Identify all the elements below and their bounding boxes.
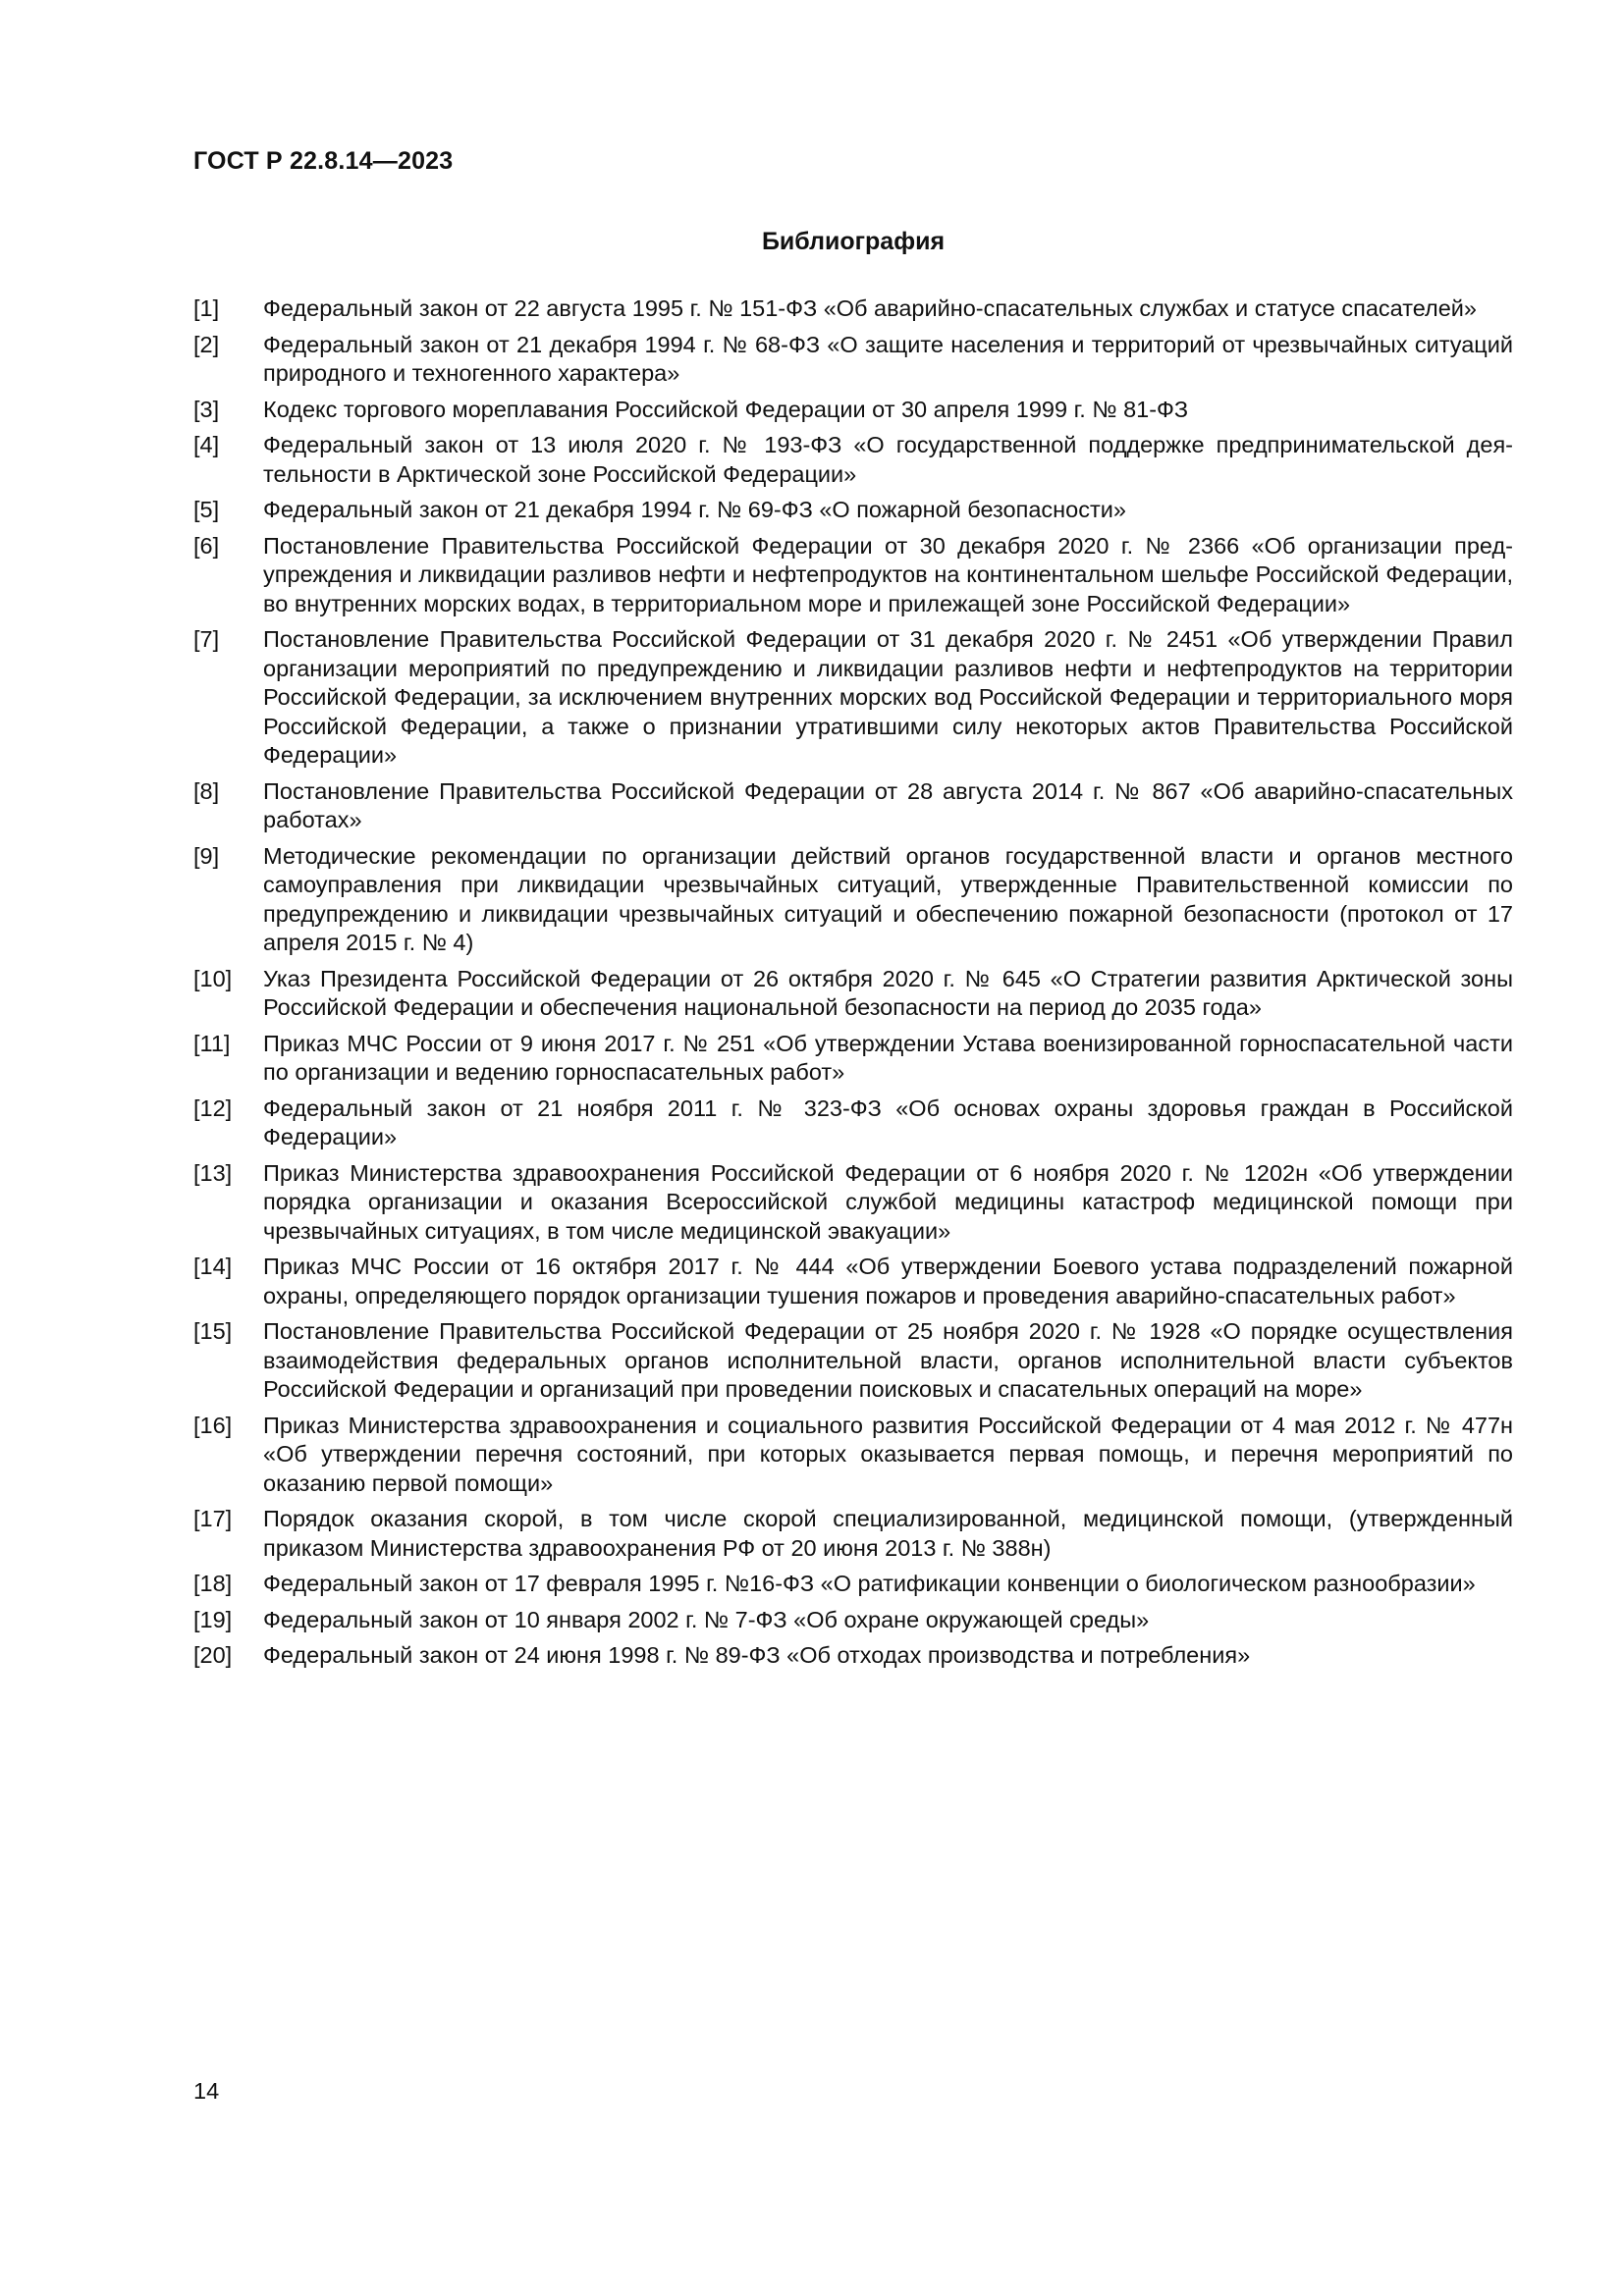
document-code-header: ГОСТ Р 22.8.14—2023: [193, 147, 454, 175]
bibliography-entry-text: Кодекс торгового мореплавания Российской Федерации от 30 апреля 1999 г. № 81-ФЗ: [263, 396, 1189, 422]
bibliography-list: [193, 294, 1513, 1678]
bibliography-entry-text: Федеральный закон от 24 июня 1998 г. № 89-ФЗ «Об отходах производства и потребления»: [263, 1642, 1251, 1668]
bibliography-entry-text: Приказ МЧС России от 9 июня 2017 г. № 251 «Об утверждении Устава военизированной горноспасательной части по организации и ведению горноспасательных работ»: [263, 1030, 1513, 1085]
bibliography-entry: [193, 431, 1513, 489]
bibliography-entry-text: Постановление Правительства Российской Федерации от 31 декабря 2020 г. № 2451 «Об утверждении Правил организации мероприятий по предупреждению и ликвидации разливов нефти и нефтепродуктов на территории Российской Федерации, за исключением внутренних морских вод Российской Федерации и территориального моря Российской Федерации, а также о признании утратившими силу некоторых актов Правительства Российской Федерации»: [263, 626, 1513, 768]
bibliography-entry-number: [20]: [193, 1642, 233, 1668]
bibliography-entry-number: [7]: [193, 626, 220, 652]
bibliography-entry-number: [19]: [193, 1606, 233, 1632]
bibliography-entry: [193, 842, 1513, 958]
bibliography-entry: [193, 965, 1513, 1023]
bibliography-entry: [193, 1570, 1513, 1599]
bibliography-entry-text: Постановление Правительства Российской Федерации от 25 ноября 2020 г. № 1928 «О порядке осуществления взаимодействия федеральных органов исполнительной власти, органов исполнительной власти субъектов Российской Федерации и организаций при проведении поисковых и спасательных операций на море»: [263, 1318, 1513, 1402]
bibliography-entry: [193, 1317, 1513, 1405]
bibliography-entry-number: [11]: [193, 1030, 231, 1056]
bibliography-entry-number: [13]: [193, 1159, 233, 1186]
bibliography-entry: [193, 1095, 1513, 1152]
bibliography-entry-number: [5]: [193, 497, 220, 522]
bibliography-entry: [193, 532, 1513, 619]
bibliography-entry-number: [2]: [193, 331, 220, 357]
bibliography-entry: [193, 496, 1513, 525]
bibliography-entry-number: [14]: [193, 1254, 233, 1279]
bibliography-entry-number: [17]: [193, 1506, 233, 1531]
bibliography-entry: [193, 625, 1513, 771]
bibliography-entry-text: Федеральный закон от 13 июля 2020 г. № 193-ФЗ «О государственной поддержке предпринимательской деятельности в Арктической зоне Российской Федерации»: [263, 432, 1513, 487]
bibliography-entry-text: Федеральный закон от 21 декабря 1994 г. № 68-ФЗ «О защите населения и территорий от чрезвычайных ситуаций природного и техногенного характера»: [263, 331, 1513, 386]
bibliography-entry-text: Федеральный закон от 10 января 2002 г. № 7-ФЗ «Об охране окружающей среды»: [263, 1606, 1150, 1632]
bibliography-entry: [193, 1159, 1513, 1247]
bibliography-entry: [193, 1606, 1513, 1635]
bibliography-entry-number: [8]: [193, 777, 220, 804]
bibliography-entry-number: [18]: [193, 1571, 233, 1596]
bibliography-entry-text: Федеральный закон от 22 августа 1995 г. № 151-ФЗ «Об аварийно-спасательных службах и статусе спасателей»: [263, 295, 1477, 321]
bibliography-entry-number: [4]: [193, 432, 220, 457]
page-number: 14: [193, 2078, 220, 2104]
bibliography-entry-number: [1]: [193, 295, 220, 321]
bibliography-entry-text: Федеральный закон от 17 февраля 1995 г. №16-ФЗ «О ратификации конвенции о биологическом разнообразии»: [263, 1571, 1476, 1596]
bibliography-entry: [193, 1641, 1513, 1671]
bibliography-entry: [193, 1505, 1513, 1563]
bibliography-entry-number: [10]: [193, 965, 233, 991]
bibliography-entry-text: Приказ Министерства здравоохранения Российской Федерации от 6 ноября 2020 г. № 1202н «Об утверждении порядка организации и оказания Всероссийской службой медицины катастроф медицинской помощи при чрезвычайных ситуациях, в том числе медицинской эвакуации»: [263, 1159, 1513, 1244]
bibliography-entry-number: [15]: [193, 1318, 233, 1344]
bibliography-entry-text: Методические рекомендации по организации действий органов государственной власти и органов местного самоуправления при ликвидации чрезвычайных ситуаций, утвержденные Правительственной комиссии по предупреждению и ликвидации чрезвычайных ситуаций и обеспечению пожарной безопасности (протокол от 17 апреля 2015 г. № 4): [263, 842, 1513, 955]
bibliography-entry-number: [12]: [193, 1095, 233, 1121]
bibliography-entry-text: Приказ Министерства здравоохранения и социального развития Российской Федерации от 4 мая 2012 г. № 477н «Об утверждении перечня состояний, при которых оказывается первая помощь, и перечня мероприятий по оказанию первой помощи»: [263, 1412, 1513, 1496]
bibliography-entry-text: Порядок оказания скорой, в том числе скорой специализированной, медицинской помощи, (утвержденный приказом Министерства здравоохранения РФ от 20 июня 2013 г. № 388н): [263, 1506, 1513, 1561]
bibliography-entry: [193, 777, 1513, 835]
bibliography-entry: [193, 294, 1513, 324]
bibliography-entry-text: Федеральный закон от 21 ноября 2011 г. № 323-ФЗ «Об основах охраны здоровья граждан в Российской Федерации»: [263, 1095, 1513, 1149]
bibliography-entry-number: [6]: [193, 532, 220, 559]
bibliography-entry: [193, 1253, 1513, 1310]
bibliography-entry-number: [3]: [193, 396, 220, 422]
bibliography-entry-text: Указ Президента Российской Федерации от 26 октября 2020 г. № 645 «О Стратегии развития Арктической зоны Российской Федерации и обеспечения национальной безопасности на период до 2035 года»: [263, 965, 1513, 1020]
bibliography-entry-text: Постановление Правительства Российской Федерации от 28 августа 2014 г. № 867 «Об аварийно-спасательных работах»: [263, 777, 1513, 832]
bibliography-entry: [193, 331, 1513, 389]
bibliography-entry-number: [9]: [193, 842, 220, 869]
bibliography-entry-number: [16]: [193, 1412, 233, 1438]
bibliography-entry: [193, 1412, 1513, 1499]
bibliography-title: Библиография: [761, 228, 946, 255]
bibliography-entry: [193, 396, 1513, 425]
bibliography-entry-text: Приказ МЧС России от 16 октября 2017 г. № 444 «Об утверждении Боевого устава подразделений пожарной охраны, определяющего порядок организации тушения пожаров и проведения аварийно-спасательных работ»: [263, 1254, 1513, 1308]
bibliography-entry-text: Федеральный закон от 21 декабря 1994 г. № 69-ФЗ «О пожарной безопасности»: [263, 497, 1126, 522]
bibliography-entry-text: Постановление Правительства Российской Федерации от 30 декабря 2020 г. № 2366 «Об организации предупреждения и ликвидации разливов нефти и нефтепродуктов на континентальном шельфе Российской Федерации, во внутренних морских водах, в территориальном море и прилежащей зоне Российской Федерации»: [263, 532, 1513, 616]
bibliography-entry: [193, 1030, 1513, 1088]
